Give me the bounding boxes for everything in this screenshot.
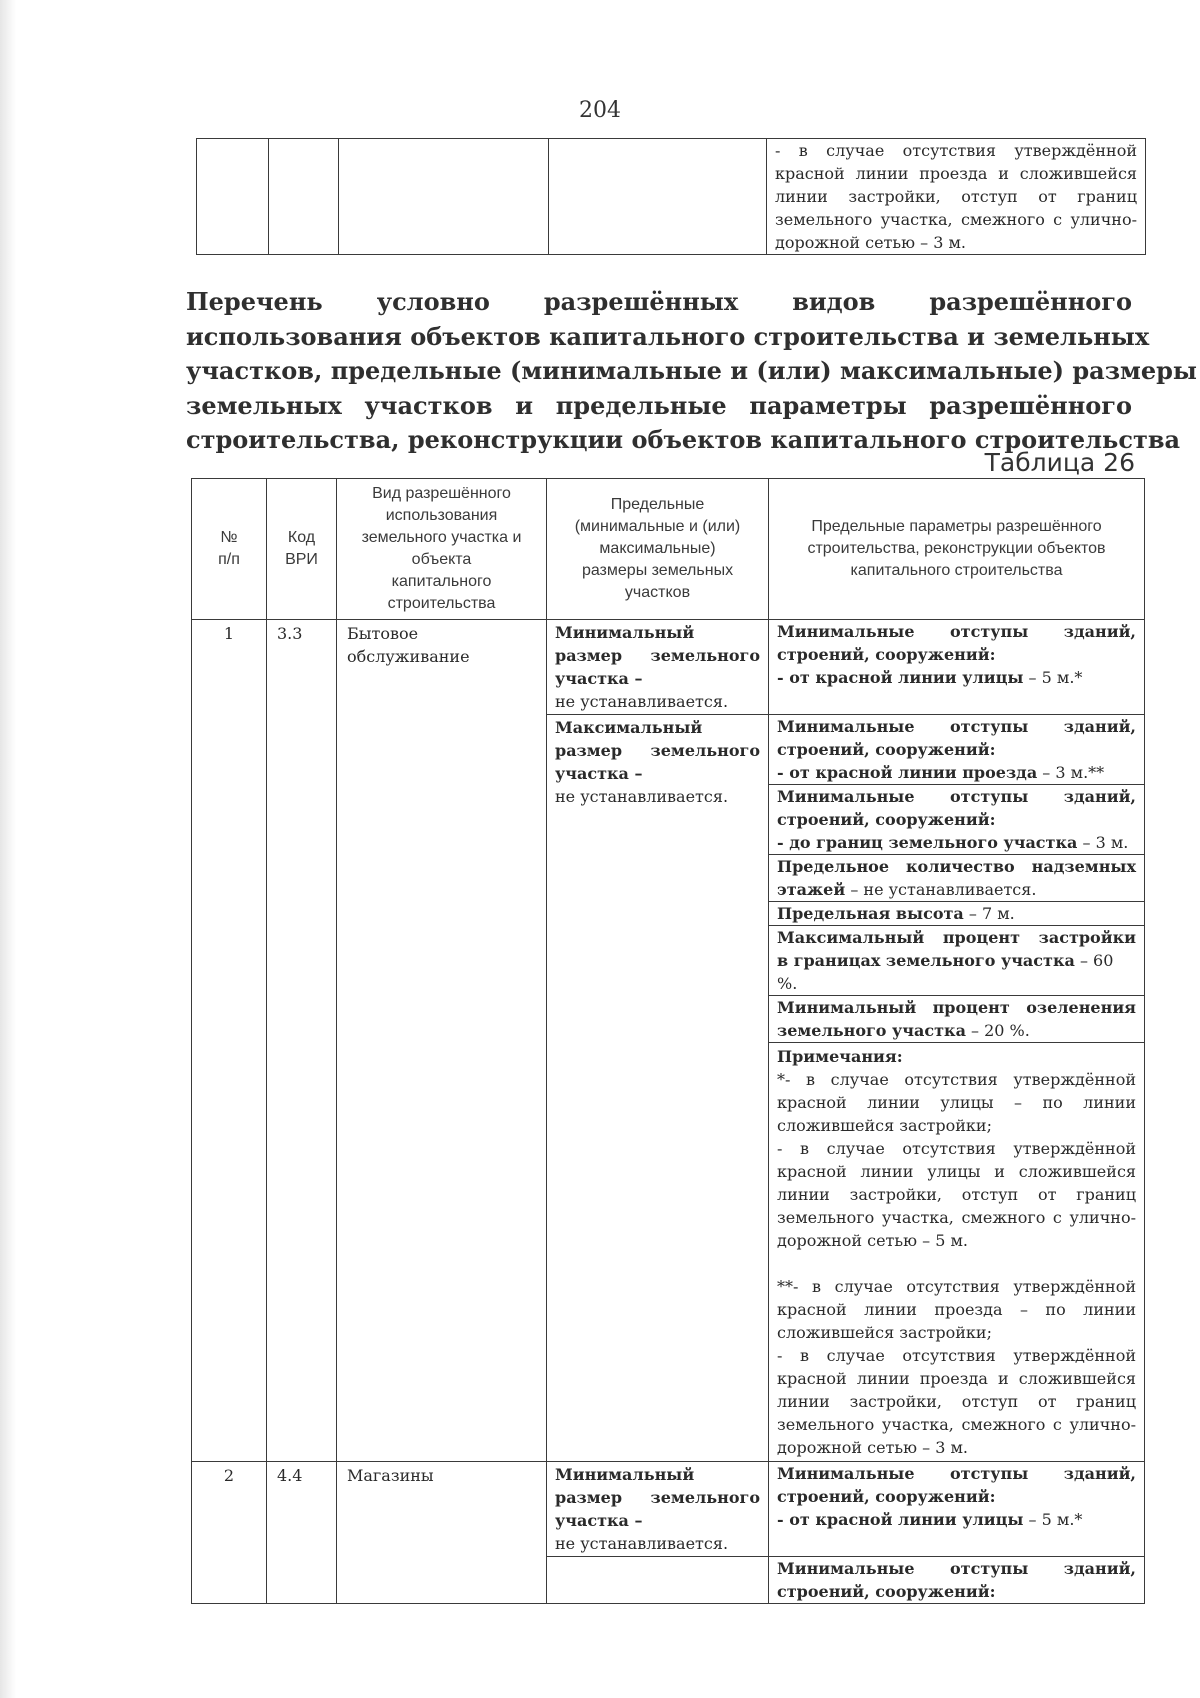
row-code: 3.3: [267, 620, 337, 1462]
param-plot-setback: Минимальные отступы зданий, строений, сооружений: - до границ земельного участка – 3 м.: [769, 785, 1145, 855]
scan-edge: [0, 0, 16, 1698]
row-vid: Магазины: [337, 1462, 547, 1604]
row-vid: Бытовое обслуживание: [337, 620, 547, 1462]
param-floors: Предельное количество надземных этажей – не устанавливается.: [769, 855, 1145, 902]
heading-line: земельных участков и предельные параметры разрешённого: [186, 390, 1132, 420]
empty-cell: [339, 139, 549, 255]
page-number: 204: [579, 98, 621, 123]
text-line: линии застройки, отступ от границ: [775, 187, 1137, 206]
notes-title: Примечания:: [777, 1047, 903, 1066]
header-vid: Вид разрешённого использования земельного участка и объекта капитального строительства: [337, 479, 547, 620]
empty-cell: [269, 139, 339, 255]
max-size-cell: [547, 1557, 769, 1604]
header-params: Предельные параметры разрешённого строительства, реконструкции объектов капитального строительства: [769, 479, 1145, 620]
param-build-percent: Максимальный процент застройки в границах земельного участка – 60 %.: [769, 926, 1145, 996]
empty-cell: [549, 139, 767, 255]
param-road-setback: Минимальные отступы зданий, строений, сооружений: - от красной линии проезда – 3 м.**: [769, 715, 1145, 785]
continued-table: [196, 138, 1146, 255]
section-heading: [186, 285, 1197, 458]
min-size-cell: Минимальный размер земельного участка – не устанавливается.: [547, 620, 769, 715]
row-num: 2: [192, 1462, 267, 1604]
notes-cell: Примечания: *- в случае отсутствия утверждённой красной линии улицы – по линии сложившейся застройки; - в случае отсутствия утверждённой красной линии улицы и сложившейся линии застройки, отступ от границ земельного участка, смежного с улично- дорожной сетью – 5 м. **- в случае отсутствия утверждённой красной линии проезда – по линии сложившейся застройки; - в случае отсутствия утверждённой красной линии проезда и сложившейся линии застройки, отступ от границ земельного участка, смежного с улично- дорожной сетью – 3 м.: [769, 1043, 1145, 1462]
param-street-setback: Минимальные отступы зданий, строений, сооружений: - от красной линии улицы – 5 м.*: [769, 1462, 1145, 1557]
header-code: Код ВРИ: [267, 479, 337, 620]
heading-line: строительства, реконструкции объектов капитального строительства: [186, 425, 1181, 454]
heading-line: участков, предельные (минимальные и (или) максимальные) размеры: [186, 356, 1197, 385]
param-height: Предельная высота – 7 м.: [769, 902, 1145, 926]
text-line: земельного участка, смежного с улично-: [775, 210, 1137, 229]
table-caption: Таблица 26: [984, 448, 1135, 477]
header-sizes: Предельные (минимальные и (или) максимальные) размеры земельных участков: [547, 479, 769, 620]
heading-line: Перечень условно разрешённых видов разрешённого: [186, 287, 1132, 316]
max-size-cell: Максимальный размер земельного участка – не устанавливается.: [547, 715, 769, 1462]
header-num: № п/п: [192, 479, 267, 620]
empty-cell: [197, 139, 269, 255]
row-code: 4.4: [267, 1462, 337, 1604]
row-num: 1: [192, 620, 267, 1462]
table-header-row: [192, 479, 1145, 620]
text-line: красной линии проезда и сложившейся: [775, 164, 1137, 183]
text-line: - в случае отсутствия утверждённой: [775, 141, 1137, 160]
continued-note-cell: [767, 139, 1146, 255]
table-row: [192, 620, 1145, 715]
param-street-setback: Минимальные отступы зданий, строений, сооружений: - от красной линии улицы – 5 м.*: [769, 620, 1145, 715]
heading-line: использования объектов капитального строительства и земельных: [186, 321, 1150, 351]
param-green-percent: Минимальный процент озеленения земельного участка – 20 %.: [769, 996, 1145, 1043]
param-next-setback: Минимальные отступы зданий, строений, сооружений:: [769, 1557, 1145, 1604]
text-line: дорожной сетью – 3 м.: [775, 233, 967, 252]
regulations-table: [191, 478, 1145, 1604]
table-row: [192, 1462, 1145, 1557]
min-size-cell: Минимальный размер земельного участка – не устанавливается.: [547, 1462, 769, 1557]
